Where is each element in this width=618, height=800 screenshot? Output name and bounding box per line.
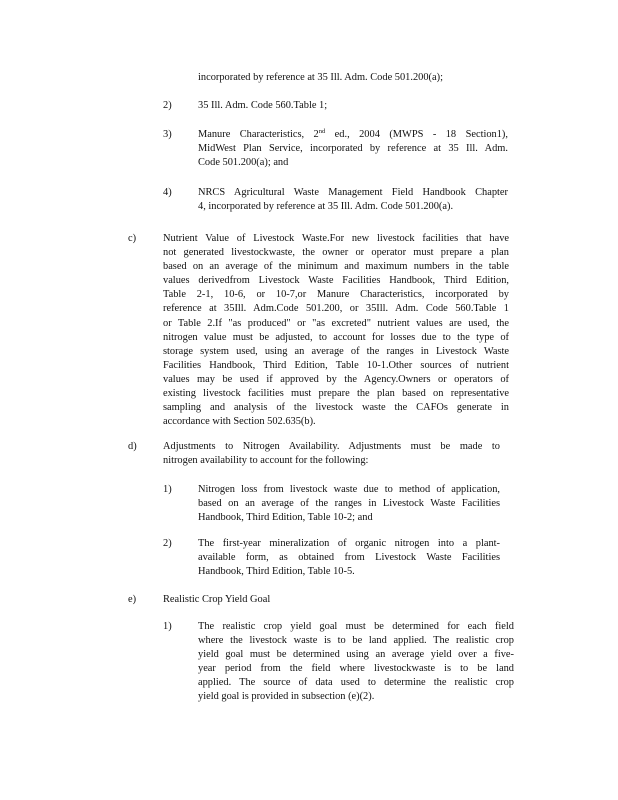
text-line: 4, incorporated by reference at 35 Ill. Adm. Code 501.200(a).: [198, 201, 454, 213]
text-line: [198, 128, 508, 142]
list-marker-e1: 1): [163, 621, 172, 632]
list-item-e1: [198, 620, 514, 705]
text-line: values may be used if approved by the Agency.Owners or operators of: [163, 373, 509, 385]
text-line: The first-year mineralization of organic nitrogen into a plant-: [198, 538, 500, 549]
list-marker-d1: 1): [163, 484, 172, 495]
text-line: Handbook, Third Edition, Table 10-2; and: [198, 512, 373, 524]
text-line: available form, as obtained from Livestock Waste Facilities: [198, 552, 500, 564]
text-line: accordance with Section 502.635(b).: [163, 416, 316, 428]
text-line: Facilities Handbook, Third Edition, Table 10-1.Other sources of nutrient: [163, 359, 509, 371]
text-line: Nitrogen loss from livestock waste due to method of application,: [198, 484, 500, 495]
text-line: sampling and analysis of the livestock waste the CAFOs generate in: [163, 402, 509, 414]
text-line: based on an average of the minimum and maximum numbers in the table: [163, 261, 509, 273]
item-1-continuation: [198, 71, 508, 85]
text-line: storage system used, using an average of the ranges in Livestock Waste: [163, 345, 509, 357]
list-item-3: [198, 128, 508, 170]
text-line: where the livestock waste is to be land applied. The realistic crop: [198, 635, 514, 647]
text-line: Code 501.200(a); and: [198, 157, 289, 169]
text-line: MidWest Plan Service, incorporated by reference at 35 Ill. Adm.: [198, 143, 508, 155]
text-line: values derivedfrom Livestock Waste Facilities Handbook, Third Edition,: [163, 275, 509, 287]
text-line: not generated livestockwaste, the owner or operator must prepare a plan: [163, 247, 509, 259]
text-line: or Table 2.If "as produced" or "as excreted" nutrient values are used, the: [163, 317, 509, 329]
list-item-2: [198, 99, 508, 113]
text-line: Nutrient Value of Livestock Waste.For new livestock facilities that have: [163, 233, 509, 244]
section-marker-e: e): [128, 594, 137, 605]
section-d-paragraph: [163, 440, 500, 468]
text-line: Adjustments to Nitrogen Availability. Adjustments must be made to: [163, 441, 500, 452]
text-line: existing livestock facilities must prepare the plan based on representative: [163, 388, 509, 400]
section-marker-c: c): [128, 233, 137, 244]
text-line: nitrogen availability to account for the following:: [163, 455, 369, 467]
text-line: reference at 35Ill. Adm.Code 501.200, or 35Ill. Adm. Code 560.Table 1: [163, 303, 509, 315]
text-line: The realistic crop yield goal must be determined for each field: [198, 621, 514, 632]
section-c-paragraph: [163, 232, 509, 429]
text-line: Handbook, Third Edition, Table 10-5.: [198, 566, 355, 578]
text-run: ed., 2004 (MWPS - 18 Section1),: [325, 129, 508, 140]
text-run: Manure Characteristics, 2: [198, 129, 319, 140]
list-item-4: [198, 186, 508, 214]
text-line: applied. The source of data used to determine the realistic crop: [198, 677, 514, 689]
list-item-d1: [198, 483, 500, 525]
list-marker-3: 3): [163, 129, 172, 140]
text-line: nitrogen value must be adjusted, to account for losses due to the type of: [163, 331, 509, 343]
text-line: year period from the field where livestockwaste is to be land: [198, 663, 514, 675]
section-marker-d: d): [128, 441, 137, 452]
superscript: nd: [318, 128, 326, 135]
text-line: NRCS Agricultural Waste Management Field Handbook Chapter: [198, 187, 508, 198]
text-line: Realistic Crop Yield Goal: [163, 594, 271, 605]
section-e-heading: [163, 593, 363, 607]
text-line: yield goal is provided in subsection (e)(2).: [198, 691, 375, 703]
list-item-d2: [198, 537, 500, 579]
text-line: based on an average of the ranges in Livestock Waste Facilities: [198, 498, 500, 510]
list-marker-4: 4): [163, 187, 172, 198]
list-marker-2: 2): [163, 100, 172, 111]
text-line: incorporated by reference at 35 Ill. Adm. Code 501.200(a);: [198, 72, 443, 83]
text-line: yield goal must be determined using an average yield over a five-: [198, 649, 514, 661]
text-line: 35 Ill. Adm. Code 560.Table 1;: [198, 100, 328, 111]
text-line: Table 2-1, 10-6, or 10-7,or Manure Characteristics, incorporated by: [163, 289, 509, 301]
list-marker-d2: 2): [163, 538, 172, 549]
